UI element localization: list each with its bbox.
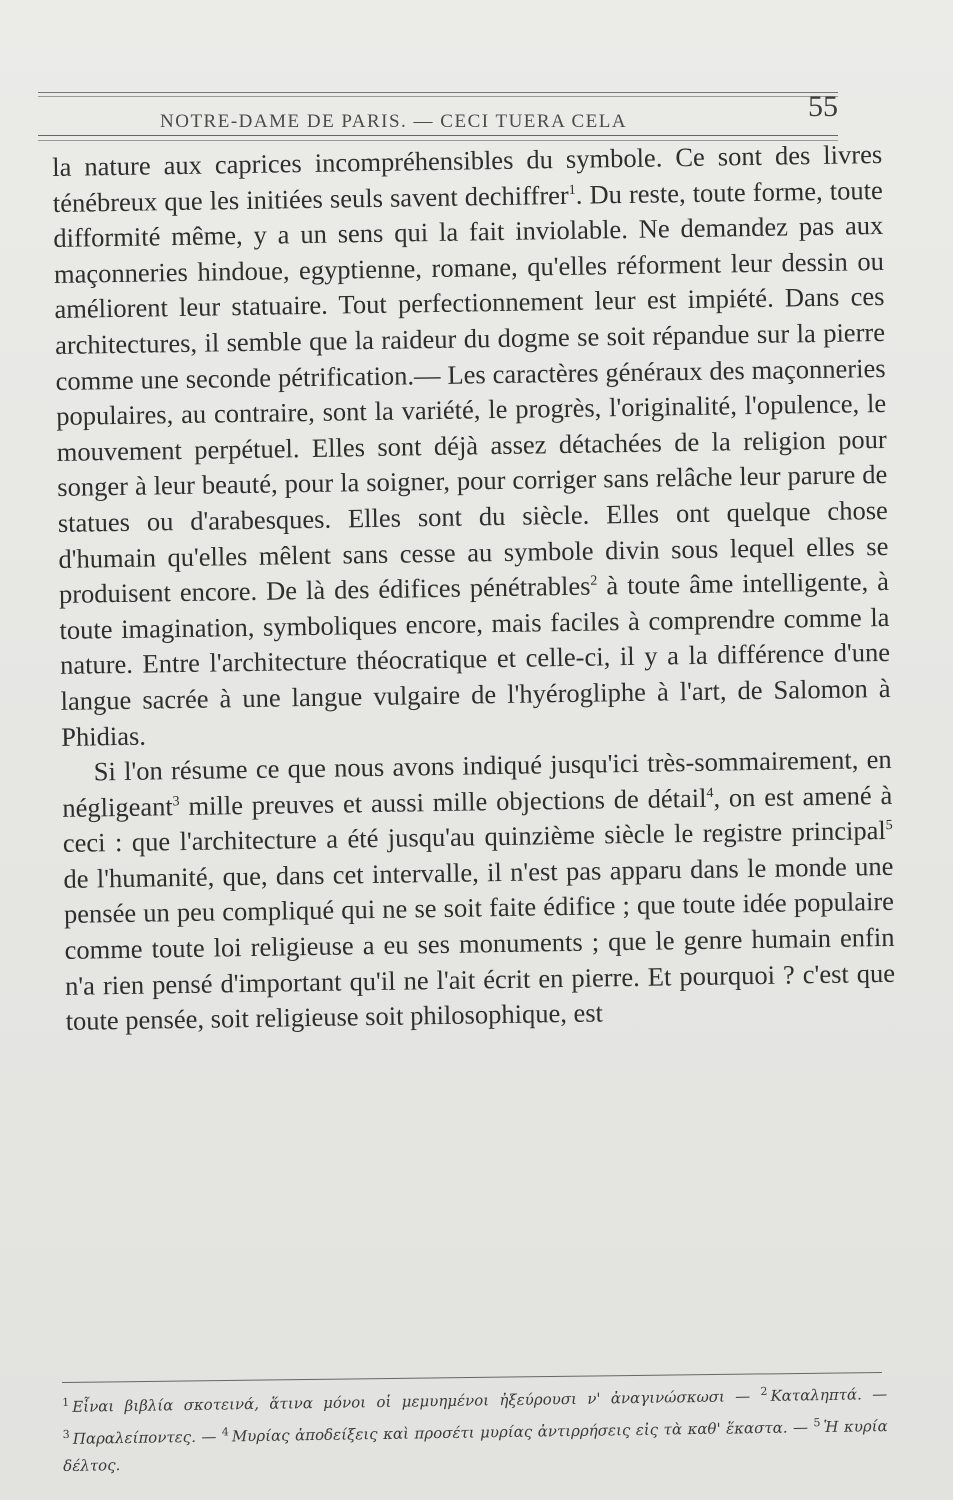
footnote-3: $^3$ Παραλείποντες. —	[62, 1427, 217, 1448]
footnote-ref-4: 4	[706, 785, 714, 801]
paragraph-1: la nature aux caprices incompréhensibles du symbole. Ce sont des livres ténébreux que les initiées seuls savent dechiffrer$^1$. Du reste, toute forme, toute difformité même, y a un sens qui la fait inviolable. Ne demandez pas aux maçonneries hindoue, egyptienne, romane, qu'elles réforment leur dessin ou améliorent leur statuaire. Tout perfectionnement leur est impiété. Dans ces architectures, il semble que la raideur du dogme se soit répandue sur la pierre comme une seconde pétrification.— Les caractères généraux des maçonneries populaires, au contraire, sont la variété, le progrès, l'originalité, l'opulence, le mouvement perpétuel. Elles sont déjà assez détachées de la religion pour songer à leur beauté, pour la soigner, pour corriger sans relâche leur parure de statues ou d'arabesques. Elles sont du siècle. Elles ont quelque chose d'humain qu'elles mêlent sans cesse au symbole divin sous lequel elles se produisent encore. De là des édifices pénétrables$^2$ à toute âme intelligente, à toute imagination, symboliques encore, mais faciles à comprendre comme la nature. Entre l'architecture théocratique et celle-ci, il y a la différence d'une langue sacrée à une langue vulgaire de l'hyérogliphe à l'art, de Salomon à Phidias.	[52, 138, 891, 752]
footnote-ref-3: 3	[172, 793, 180, 810]
header-rule	[38, 135, 838, 136]
footnote-1: $^1$ Εἶναι βιβλία σκοτεινά, ἅτινα μόνοι οἱ μεμυημένοι ἠξεύρουσι ν' ἀναγινώσκωσι —	[62, 1387, 751, 1416]
page-header	[38, 90, 838, 138]
body-text	[52, 137, 896, 1040]
footnote-2: $^2$ Καταληπτά. —	[760, 1384, 888, 1405]
footnote-ref-5: 5	[885, 818, 893, 834]
page-number: 55	[808, 90, 838, 123]
top-rule-secondary	[38, 96, 838, 97]
paragraph-2: Si l'on résume ce que nous avons indiqué jusqu'ici très-sommairement, en négligeant$^3$ mille preuves et aussi mille objections de détail$^4$, on est amené à ceci : que l'architecture a été jusqu'au quinzième siècle le registre principal$^5$ de l'humanité, que, dans cet intervalle, il n'est pas apparu dans le monde une pensée un peu compliqué qui ne se soit faite édifice ; que toute idée populaire comme toute loi religieuse a eu ses monuments ; que le genre humain enfin n'a rien pensé d'important qu'il ne l'ait écrit en pierre. Et pourquoi ? c'est que toute pensée, soit religieuse soit philosophique, est	[62, 743, 896, 1037]
footnote-5: $^5$ Ἡ κυρία δέλτος.	[63, 1416, 888, 1475]
footnote-ref-2: 2	[590, 573, 598, 589]
footnotes	[62, 1376, 888, 1480]
footnote-4: $^4$ Μυρίας ἀποδείξεις καὶ προσέτι μυρίας ἀντιρρήσεις εἰς τὰ καθ' ἕκαστα. —	[221, 1418, 809, 1446]
footnote-ref-1: 1	[568, 182, 576, 198]
top-rule	[38, 92, 838, 93]
running-title: NOTRE-DAME DE PARIS. — CECI TUERA CELA	[160, 111, 628, 132]
